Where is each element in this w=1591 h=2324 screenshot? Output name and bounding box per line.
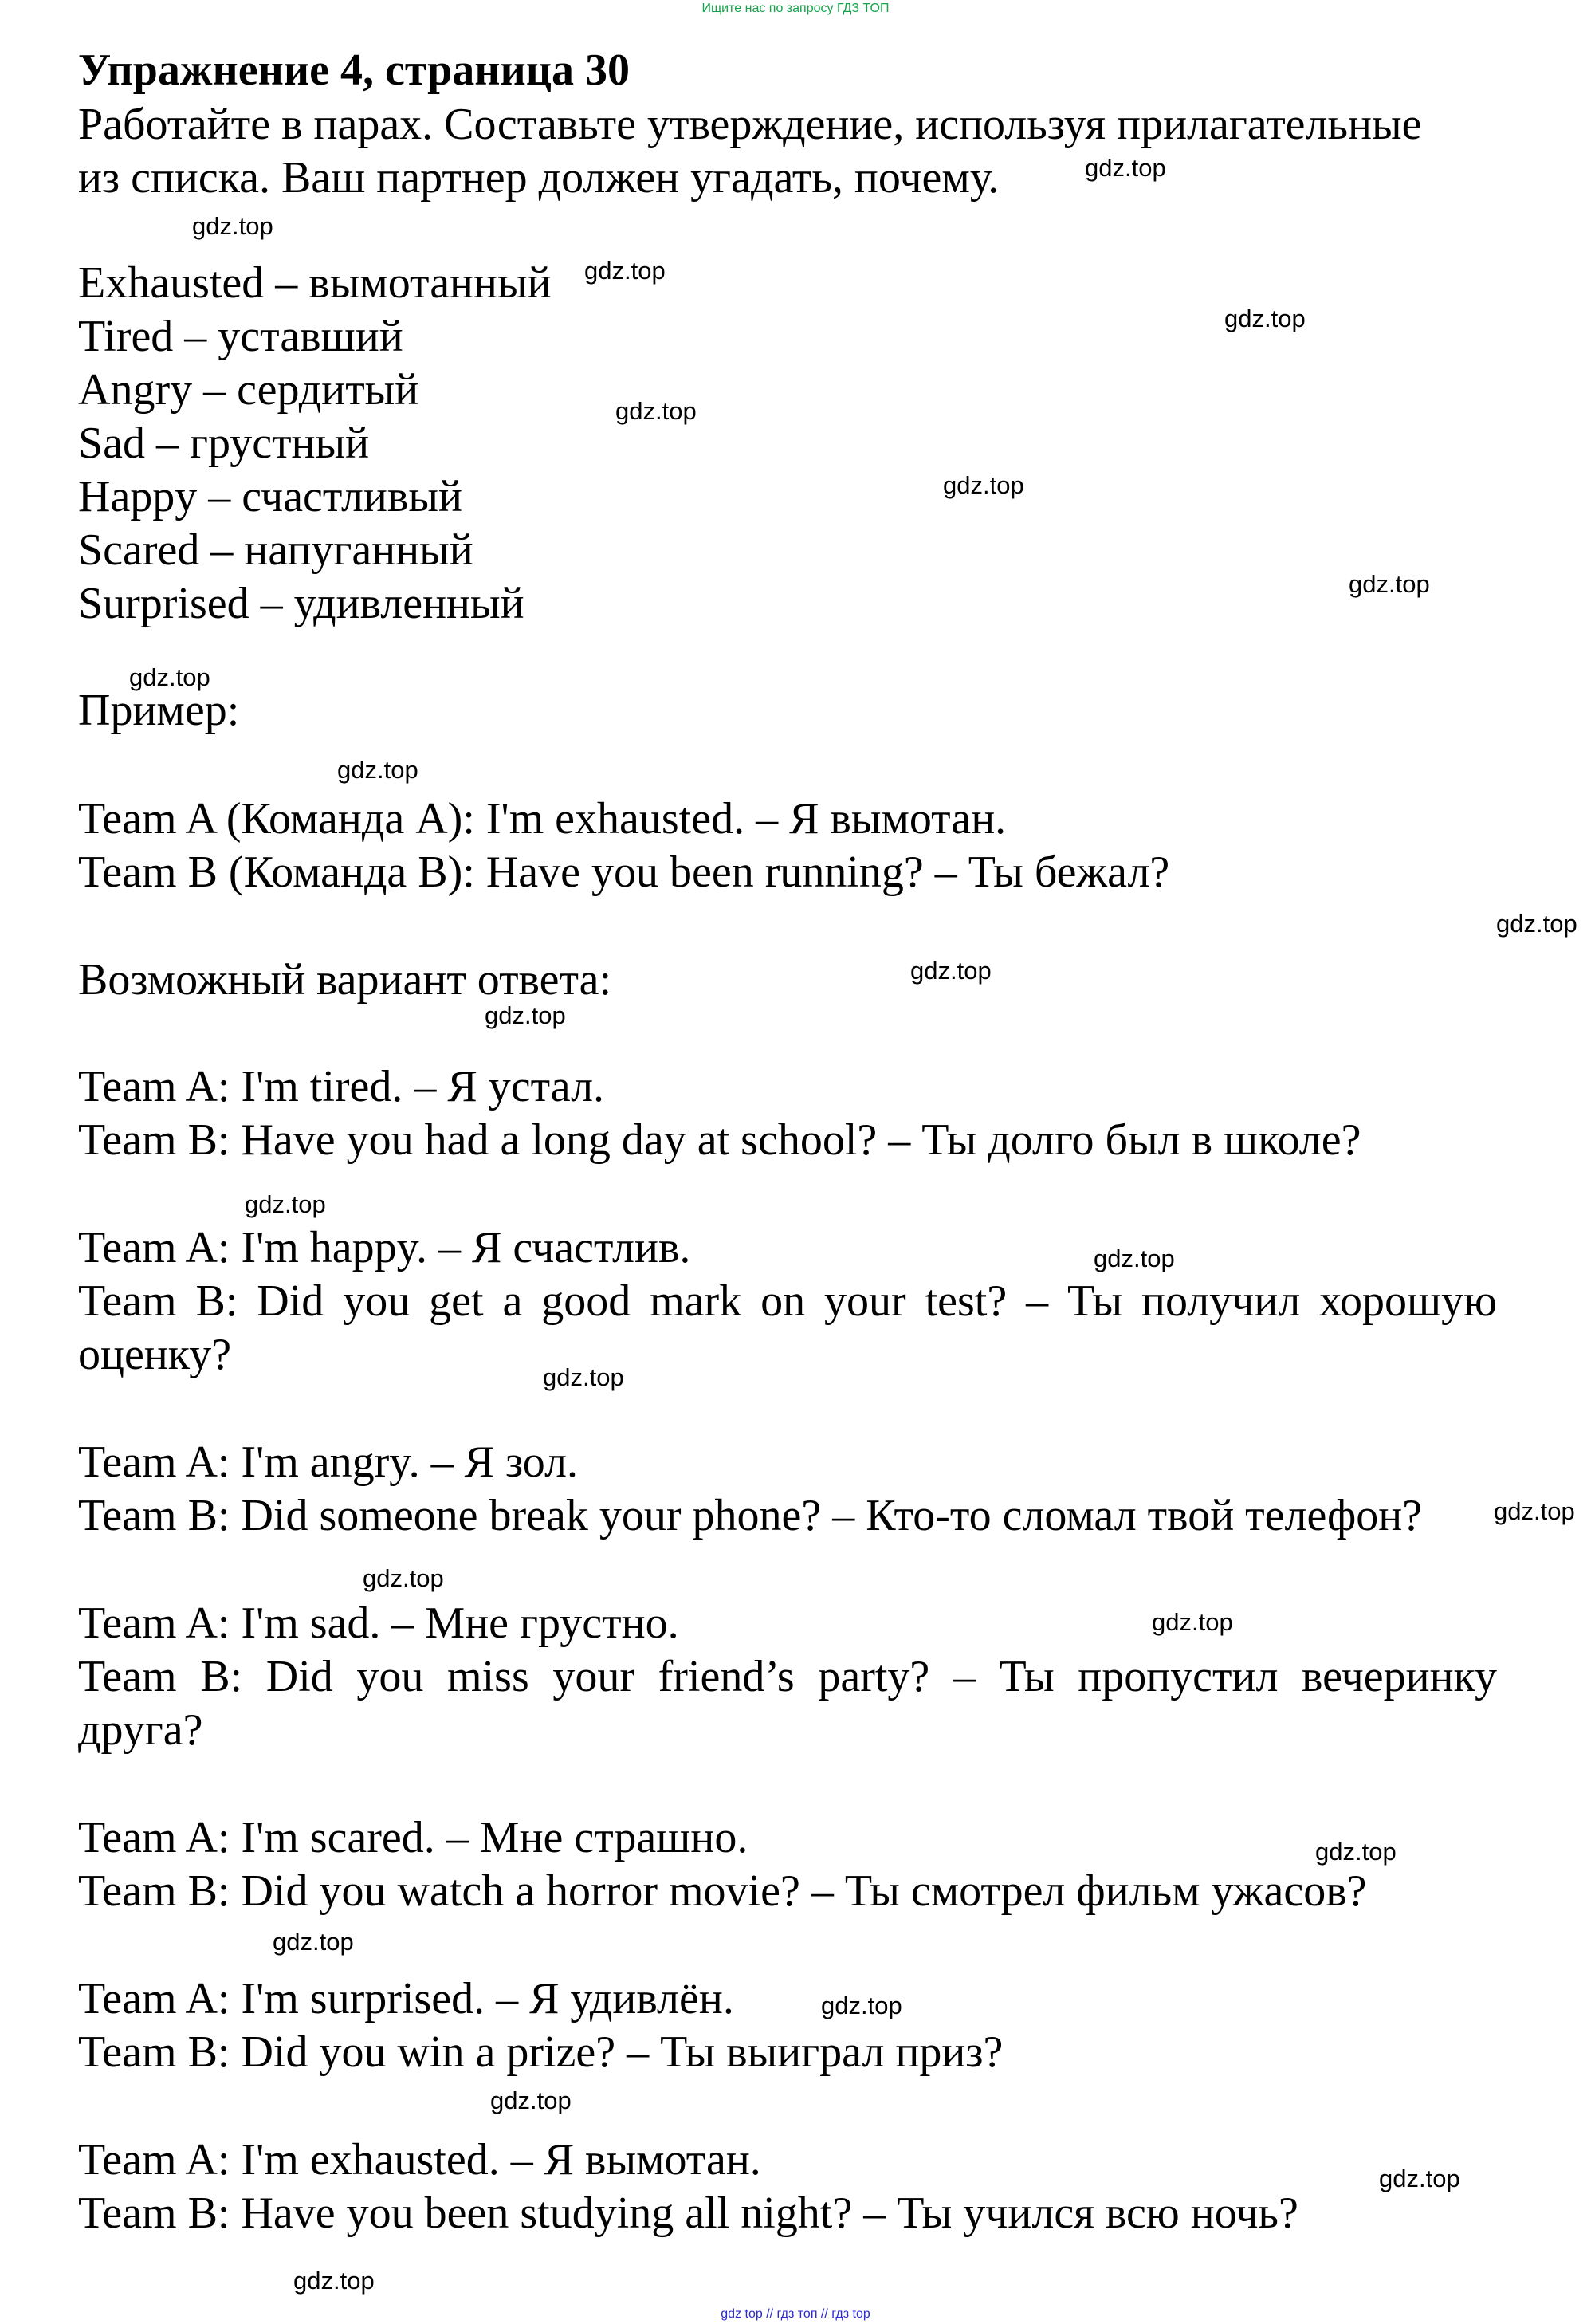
watermark: gdz.top (363, 1564, 444, 1592)
dialog-6-team-a: Team A: I'm surprised. – Я удивлён. (78, 1974, 734, 2023)
example-label: Пример: (78, 686, 240, 735)
vocab-item-happy: Happy – счастливый (78, 472, 462, 521)
dialog-5-team-a: Team A: I'm scared. – Мне страшно. (78, 1813, 748, 1862)
watermark: gdz.top (1152, 1608, 1233, 1636)
instruction-line-2: из списка. Ваш партнер должен угадать, почему. (78, 153, 1000, 203)
dialog-1-team-a: Team A: I'm tired. – Я устал. (78, 1062, 605, 1111)
dialog-3-team-b: Team B: Did someone break your phone? – Кто-то сломал твой телефон? (78, 1491, 1423, 1540)
watermark: gdz.top (1494, 1497, 1575, 1525)
watermark: gdz.top (337, 756, 418, 784)
footer-links[interactable]: gdz top // гдз топ // гдз top (721, 2307, 870, 2321)
watermark: gdz.top (1224, 305, 1306, 332)
watermark: gdz.top (943, 471, 1024, 499)
watermark: gdz.top (584, 257, 666, 285)
watermark: gdz.top (910, 957, 992, 985)
watermark: gdz.top (192, 212, 273, 240)
example-team-a: Team A (Команда А): I'm exhausted. – Я вымотан. (78, 794, 1007, 843)
watermark: gdz.top (273, 1928, 354, 1956)
dialog-7-team-a: Team A: I'm exhausted. – Я вымотан. (78, 2135, 761, 2184)
vocab-item-angry: Angry – сердитый (78, 365, 419, 415)
example-team-b: Team B (Команда В): Have you been running? – Ты бежал? (78, 847, 1170, 897)
instruction-line-1: Работайте в парах. Составьте утверждение, используя прилагательные (78, 100, 1422, 149)
dialog-4-team-a: Team A: I'm sad. – Мне грустно. (78, 1598, 679, 1648)
watermark: gdz.top (293, 2267, 375, 2295)
vocab-item-surprised: Surprised – удивленный (78, 579, 524, 628)
watermark: gdz.top (245, 1190, 326, 1218)
dialog-2-team-a: Team A: I'm happy. – Я счастлив. (78, 1223, 691, 1272)
vocab-item-exhausted: Exhausted – вымотанный (78, 258, 552, 308)
watermark: gdz.top (485, 1001, 566, 1029)
watermark: gdz.top (129, 663, 210, 691)
dialog-4-team-b-cont: друга? (78, 1705, 203, 1755)
watermark: gdz.top (1085, 154, 1166, 182)
watermark: gdz.top (1315, 1838, 1397, 1866)
answers-label: Возможный вариант ответа: (78, 955, 612, 1005)
dialog-6-team-b: Team B: Did you win a prize? – Ты выиграл приз? (78, 2027, 1004, 2077)
top-banner[interactable]: Ищите нас по запросу ГДЗ ТОП (701, 2, 890, 15)
vocab-item-sad: Sad – грустный (78, 419, 370, 468)
watermark: gdz.top (1349, 570, 1430, 598)
watermark: gdz.top (1379, 2165, 1460, 2192)
dialog-7-team-b: Team B: Have you been studying all night? – Ты учился всю ночь? (78, 2188, 1298, 2238)
watermark: gdz.top (1496, 910, 1577, 938)
exercise-title: Упражнение 4, страница 30 (78, 45, 631, 95)
vocab-item-tired: Tired – уставший (78, 312, 403, 361)
watermark: gdz.top (543, 1363, 624, 1391)
watermark: gdz.top (490, 2086, 572, 2114)
dialog-2-team-b: Team B: Did you get a good mark on your test? – Ты получил хорошую (78, 1276, 1497, 1326)
dialog-2-team-b-cont: оценку? (78, 1330, 232, 1379)
dialog-1-team-b: Team B: Have you had a long day at school? – Ты долго был в школе? (78, 1115, 1361, 1165)
dialog-3-team-a: Team A: I'm angry. – Я зол. (78, 1437, 578, 1487)
dialog-5-team-b: Team B: Did you watch a horror movie? – Ты смотрел фильм ужасов? (78, 1866, 1367, 1916)
vocab-item-scared: Scared – напуганный (78, 525, 473, 575)
watermark: gdz.top (821, 1992, 902, 2019)
watermark: gdz.top (615, 397, 697, 425)
dialog-4-team-b: Team B: Did you miss your friend’s party? – Ты пропустил вечеринку (78, 1652, 1497, 1701)
watermark: gdz.top (1094, 1245, 1175, 1272)
